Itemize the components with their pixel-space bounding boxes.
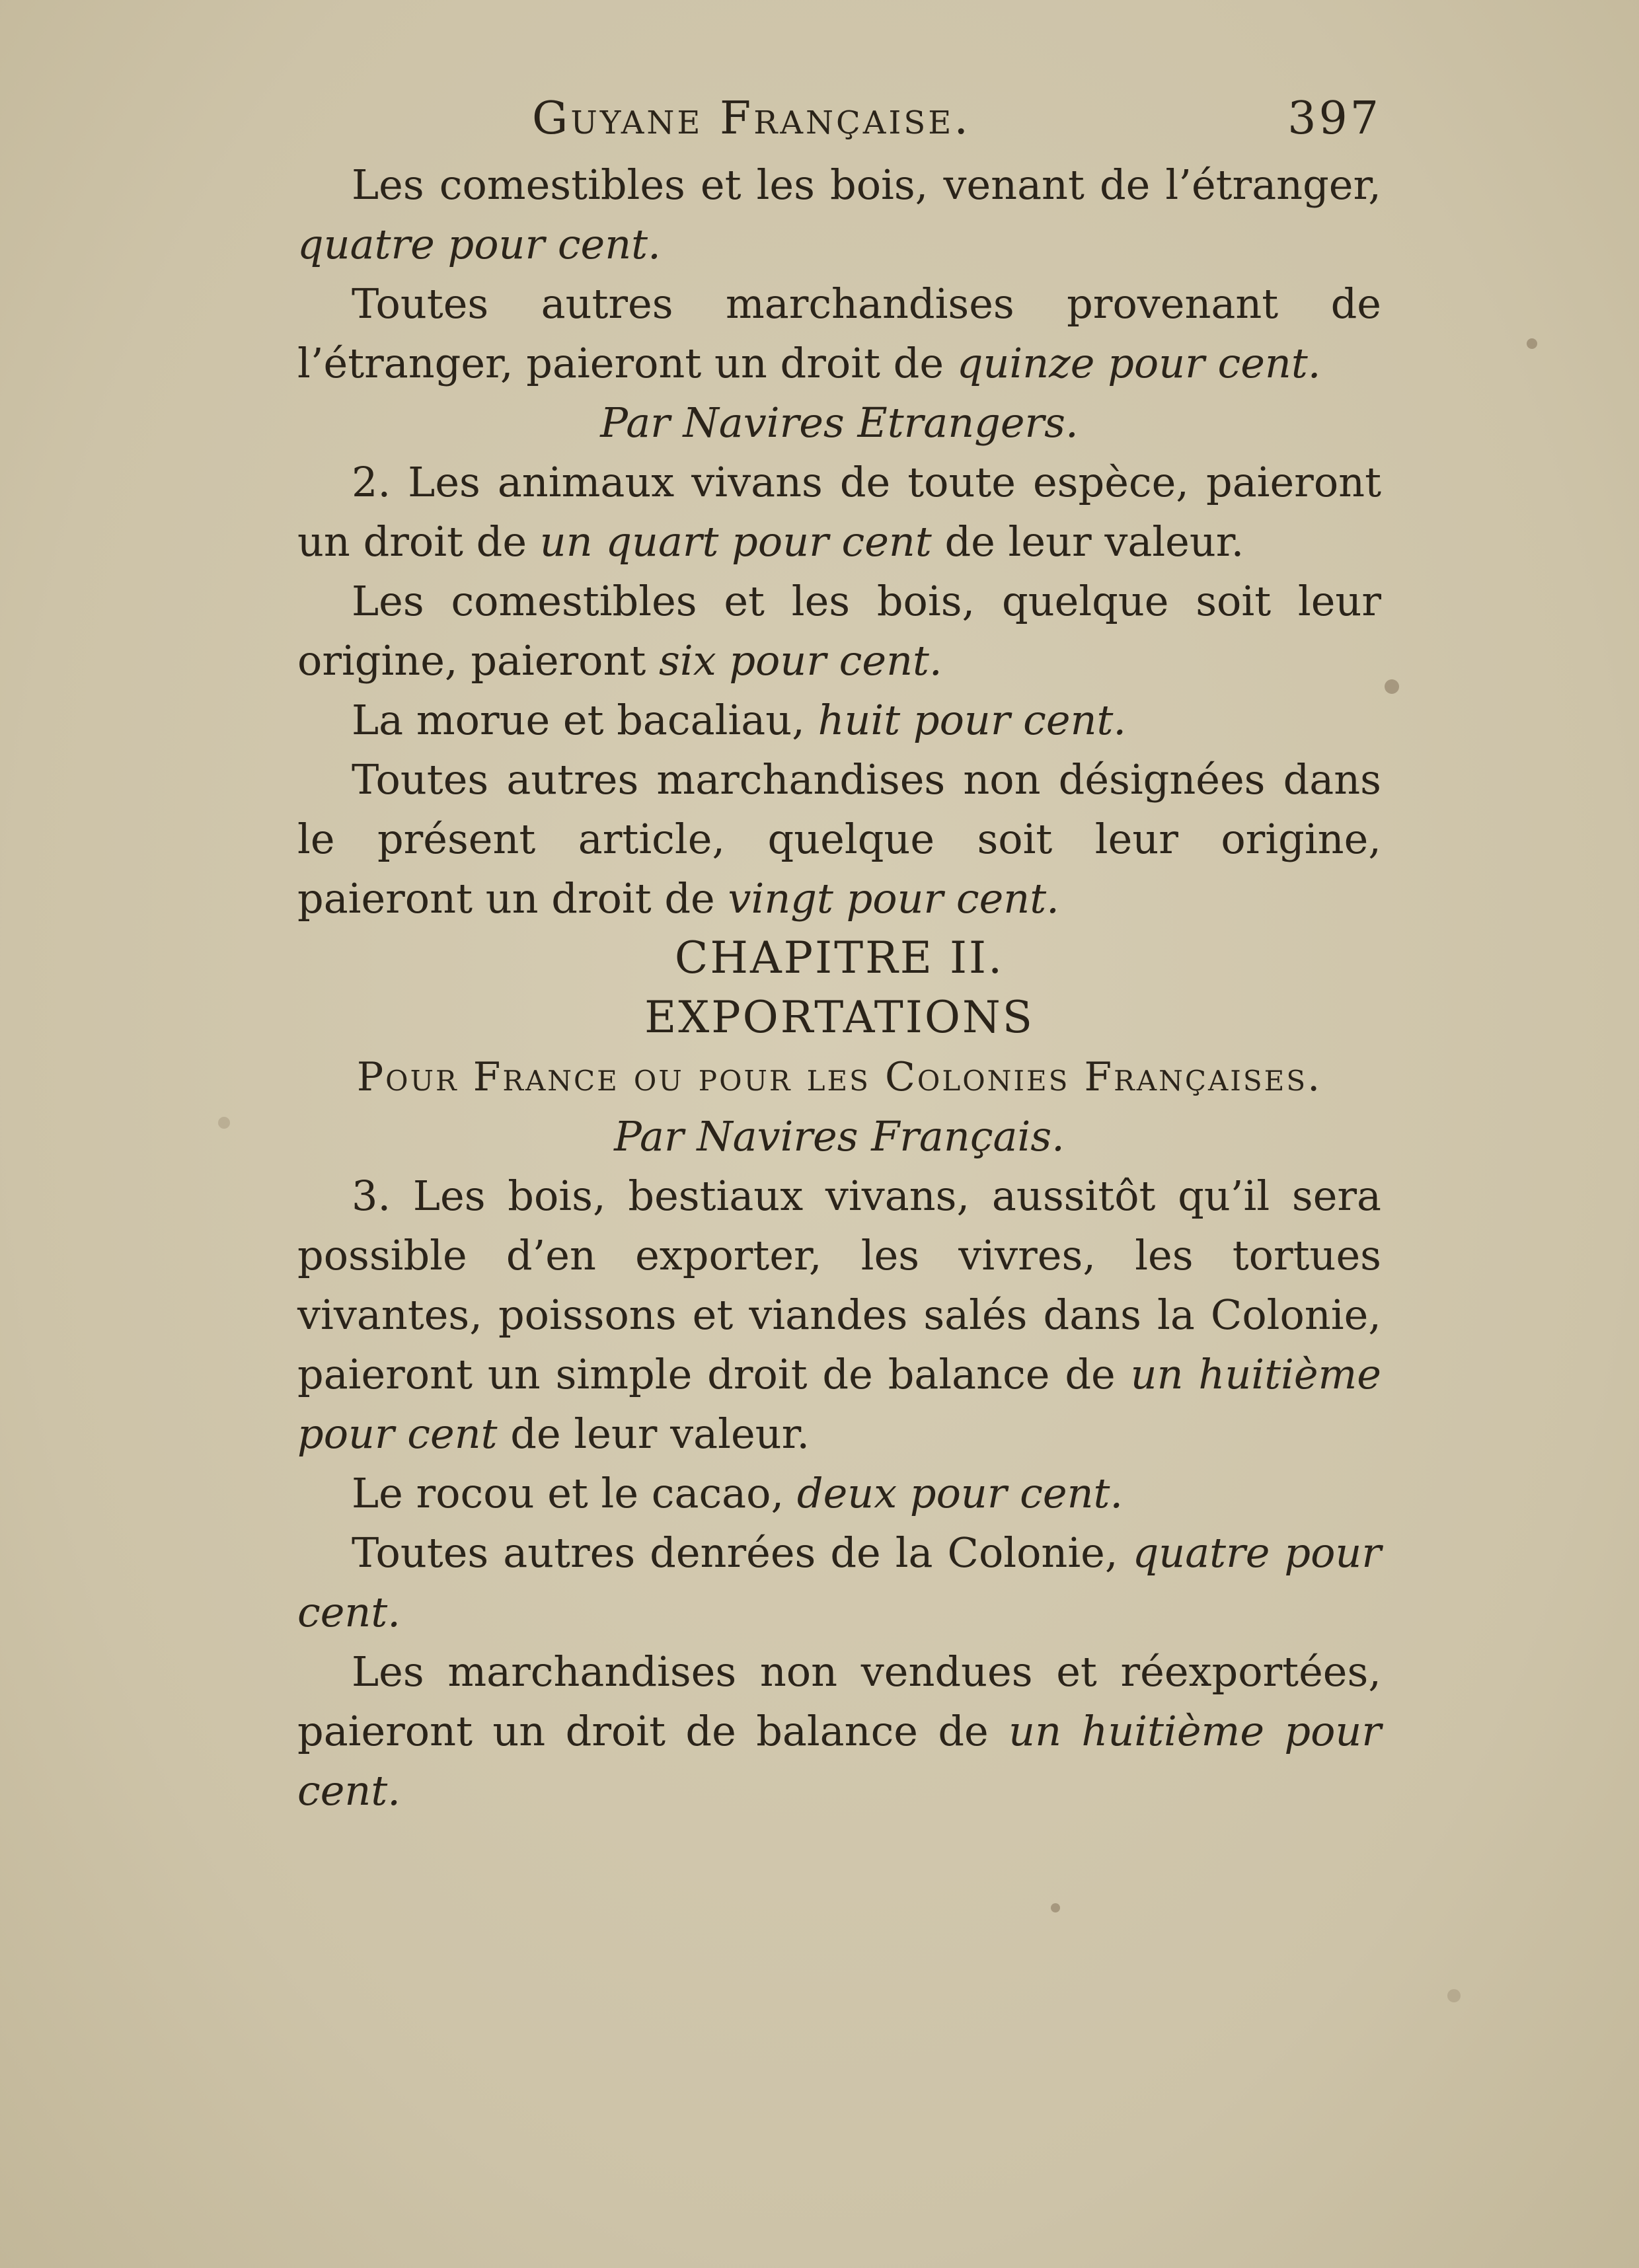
italic-run: un quart pour cent [539, 517, 932, 566]
italic-run: quatre pour cent. [297, 220, 661, 268]
foxing-spot [1447, 1989, 1461, 2002]
subheading-french-ships: Par Navires Français. [614, 1112, 1065, 1160]
text-run: Les comestibles et les bois, venant de l’étranger, [352, 161, 1381, 209]
italic-run: vingt pour cent. [728, 874, 1059, 923]
text-run: La morue et bacaliau, [352, 696, 818, 744]
foxing-spot [218, 1117, 230, 1129]
paragraph-5 [297, 691, 1381, 750]
paragraph-8 [297, 1464, 1381, 1523]
italic-run: quatre pour cent. [297, 1529, 1382, 1636]
chapter-subtitle: Pour France ou pour les Colonies Françaises. [356, 1054, 1322, 1100]
running-title: Guyane Française. [532, 93, 971, 145]
page-number: 397 [1287, 93, 1381, 145]
italic-run: huit pour cent. [818, 696, 1127, 744]
italic-run: un huitième pour cent [297, 1350, 1381, 1458]
chapter-title: EXPORTATIONS [644, 992, 1034, 1043]
foxing-spot [1385, 679, 1399, 694]
text-run: Les comestibles et les bois, quelque soit leur origine, paieront [297, 577, 1381, 685]
text-run: Toutes autres denrées de la Colonie, [352, 1529, 1133, 1577]
chapter-number: CHAPITRE II. [674, 932, 1005, 983]
foxing-spot [1527, 338, 1537, 349]
paragraph-4 [297, 572, 1381, 691]
page-body [297, 155, 1381, 1821]
text-run: 2. Les animaux vivans de toute espèce, paieront un droit de [297, 458, 1381, 566]
italic-run: six pour cent. [659, 636, 942, 685]
subheading-foreign-ships: Par Navires Etrangers. [600, 398, 1079, 447]
text-run: Toutes autres marchandises non désignées dans le présent article, quelque soit leur origine, paieront un droit de [297, 755, 1381, 923]
paragraph-10 [297, 1642, 1381, 1821]
paragraph-3 [297, 453, 1381, 572]
running-header [297, 93, 1381, 159]
italic-run: quinze pour cent. [956, 339, 1321, 387]
paragraph-2 [297, 274, 1381, 393]
italic-run: deux pour cent. [796, 1469, 1124, 1517]
text-run: Toutes autres marchandises provenant de l’étranger, paieront un droit de [297, 280, 1381, 387]
text-run: 3. Les bois, bestiaux vivans, aussitôt qu’il sera possible d’en exporter, les vivres, les tortues vivantes, poissons et viandes salés dans la Colonie, paieront un simple droit de balance de [297, 1172, 1381, 1398]
paragraph-1 [297, 155, 1381, 274]
text-run: Les marchandises non vendues et réexportées, paieront un droit de balance de [297, 1647, 1381, 1755]
text-run: de leur valeur. [497, 1410, 810, 1458]
italic-run: un huitième pour cent. [297, 1707, 1381, 1815]
text-run: Le rocou et le cacao, [352, 1469, 797, 1517]
paragraph-9 [297, 1523, 1381, 1642]
paragraph-6 [297, 750, 1381, 928]
foxing-spot [1051, 1903, 1060, 1912]
paragraph-7 [297, 1166, 1381, 1464]
text-run: de leur valeur. [931, 517, 1244, 566]
